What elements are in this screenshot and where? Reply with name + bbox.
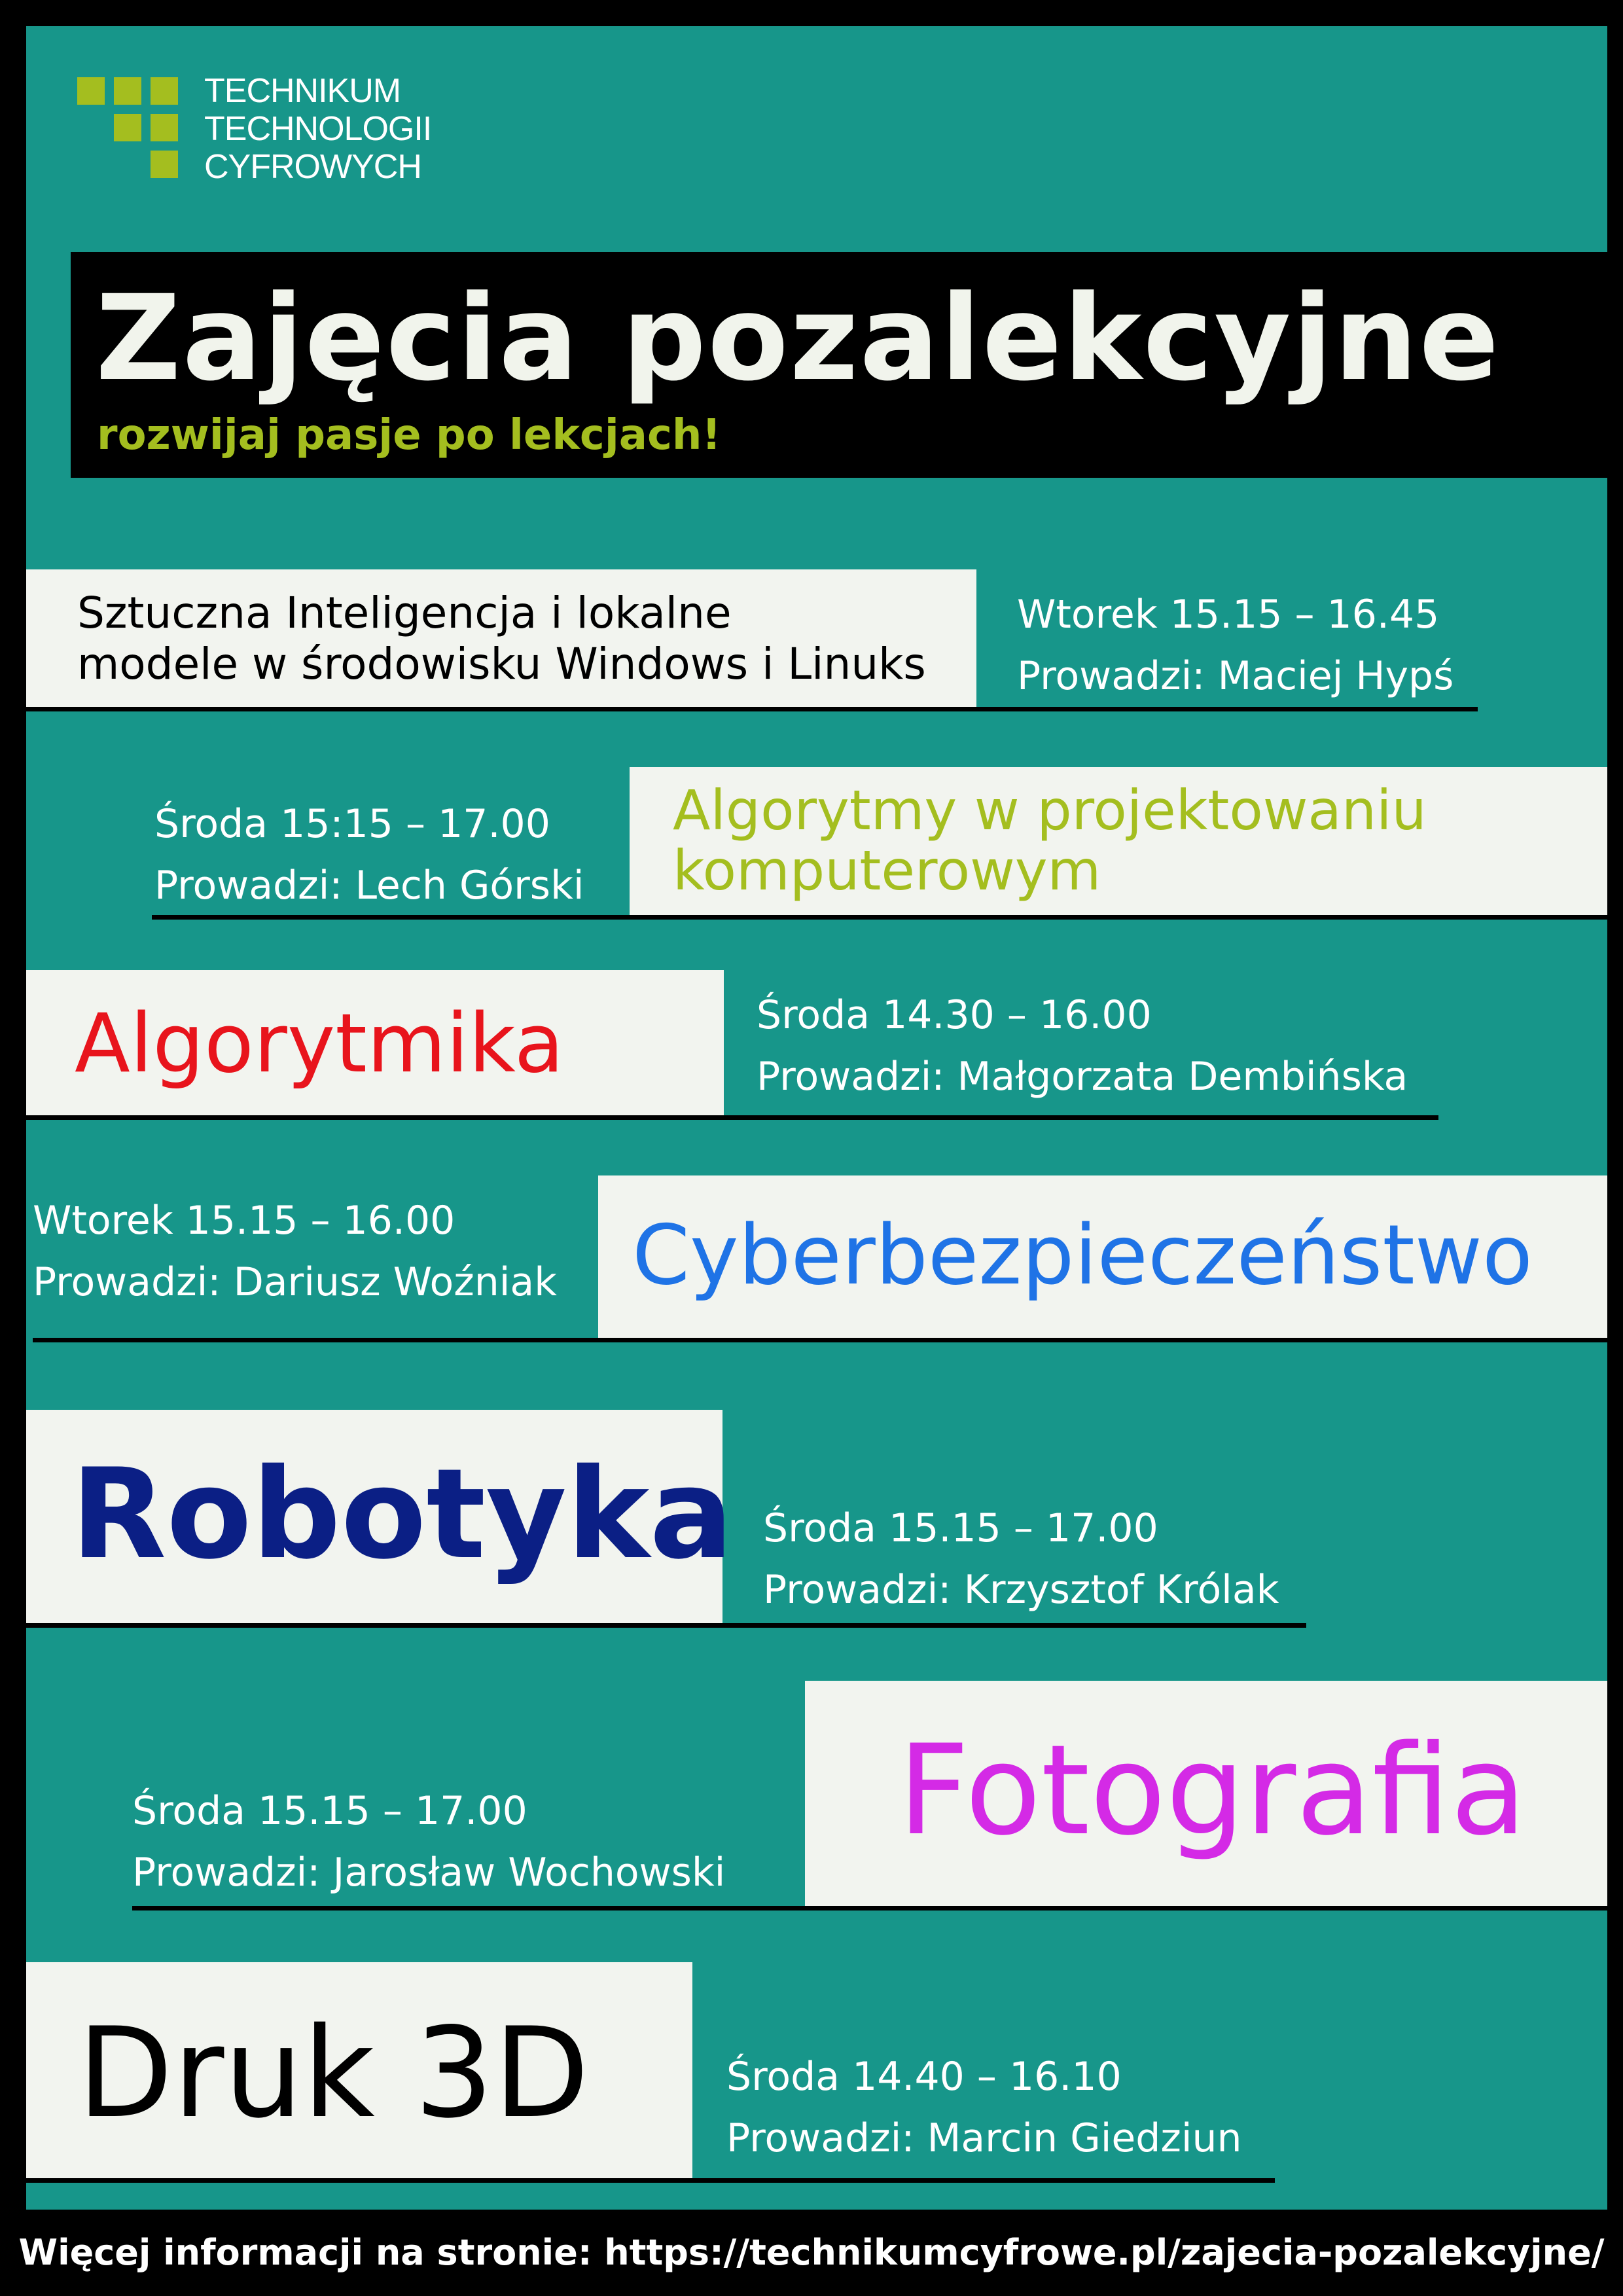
class-title-box (26, 1410, 734, 1623)
class-schedule: Środa 15.15 – 17.00 (763, 1505, 1158, 1551)
logo-line: CYFROWYCH (204, 148, 421, 186)
divider-line (26, 1115, 1438, 1120)
class-title (673, 780, 1427, 901)
class-info (154, 793, 584, 916)
class-title-box (26, 970, 724, 1118)
class-title-box (805, 1681, 1607, 1906)
class-teacher: Prowadzi: Jarosław Wochowski (132, 1850, 726, 1895)
class-schedule: Środa 14.40 – 16.10 (726, 2054, 1122, 2100)
class-title-line: komputerowym (673, 838, 1101, 903)
class-teacher: Prowadzi: Marcin Giedziun (726, 2115, 1242, 2161)
class-info (1017, 584, 1454, 707)
class-title-line: Sztuczna Inteligencja i lokalne (77, 588, 732, 638)
divider-line (33, 1338, 1607, 1342)
class-title: Algorytmika (75, 997, 564, 1091)
logo-text (204, 72, 431, 186)
logo-square-icon (151, 77, 178, 105)
class-info (33, 1190, 557, 1313)
class-schedule: Wtorek 15.15 – 16.45 (1017, 592, 1440, 637)
class-info (726, 2046, 1242, 2169)
class-title-line: Algorytmy w projektowaniu (673, 778, 1427, 842)
divider-line (132, 1906, 1607, 1910)
class-title: Fotografia (898, 1718, 1527, 1863)
class-title: Druk 3D (77, 2001, 590, 2145)
class-title-box (598, 1175, 1607, 1338)
class-teacher: Prowadzi: Małgorzata Dembińska (757, 1054, 1408, 1100)
footer-info: Więcej informacji na stronie: https://technikumcyfrowe.pl/zajecia-pozalekcyjne/ (18, 2232, 1605, 2273)
logo-square-icon (114, 77, 141, 105)
class-info (757, 984, 1408, 1107)
class-info (132, 1780, 725, 1903)
class-teacher: Prowadzi: Maciej Hypś (1017, 653, 1454, 699)
logo-square-icon (114, 114, 141, 141)
class-title-line: modele w środowisku Windows i Linuks (77, 639, 926, 689)
logo-square-icon (77, 77, 105, 105)
class-title-box (630, 767, 1607, 918)
class-info (763, 1498, 1279, 1621)
logo-line: TECHNIKUM (204, 72, 401, 110)
page-subtitle: rozwijaj pasje po lekcjach! (97, 411, 721, 459)
logo-square-icon (151, 151, 178, 178)
page-title: Zajęcia pozalekcyjne (96, 270, 1501, 407)
class-teacher: Prowadzi: Dariusz Woźniak (33, 1259, 557, 1305)
class-title-box (26, 1962, 692, 2178)
header-banner (71, 252, 1607, 478)
poster (26, 26, 1607, 2210)
logo-square-icon (151, 114, 178, 141)
class-title-box (26, 569, 976, 709)
class-schedule: Środa 14.30 – 16.00 (757, 992, 1152, 1038)
class-title: Robotyka (71, 1442, 734, 1587)
class-schedule: Wtorek 15.15 – 16.00 (33, 1198, 455, 1244)
divider-line (26, 2178, 1275, 2183)
class-schedule: Środa 15.15 – 17.00 (132, 1788, 527, 1834)
logo-line: TECHNOLOGII (204, 110, 432, 148)
divider-line (26, 707, 1478, 711)
class-schedule: Środa 15:15 – 17.00 (154, 801, 550, 847)
class-teacher: Prowadzi: Lech Górski (154, 863, 584, 908)
divider-line (152, 915, 1607, 920)
class-title: Cyberbezpieczeństwo (632, 1207, 1533, 1303)
class-title (77, 588, 926, 690)
class-teacher: Prowadzi: Krzysztof Królak (763, 1567, 1279, 1613)
divider-line (26, 1623, 1306, 1628)
